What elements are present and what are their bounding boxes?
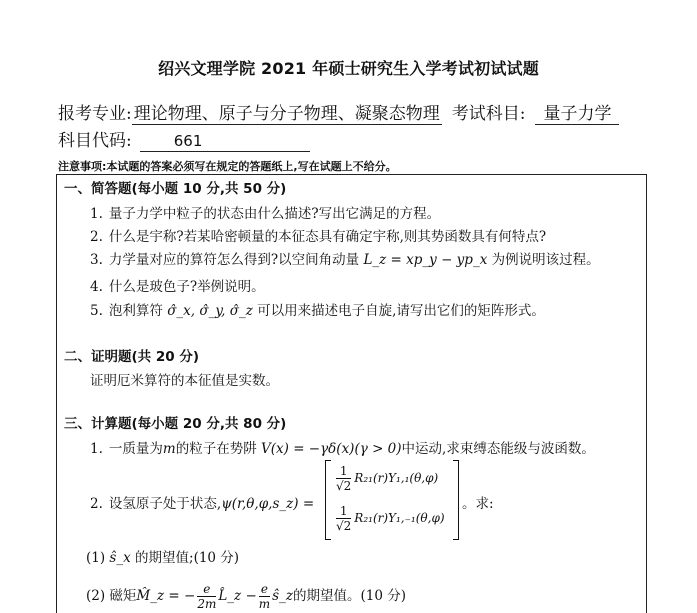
fraction-denominator: 2m <box>197 597 217 611</box>
sub1-number: (1) <box>86 550 106 566</box>
calc-question-2 <box>90 492 314 512</box>
question-5 <box>90 299 545 319</box>
q4-text: 什么是玻色子?举例说明。 <box>108 279 265 295</box>
c1-condition: (γ > 0) <box>354 441 402 457</box>
notice: 注意事项:本试题的答案必须写在规定的答题纸上,写在试题上不给分。 <box>58 160 397 173</box>
state-vector-matrix <box>325 460 459 540</box>
q-number: 1. <box>90 206 103 222</box>
sub-question-2 <box>86 582 406 611</box>
proof-question: 证明厄米算符的本征值是实数。 <box>90 373 279 389</box>
fraction <box>336 504 351 533</box>
q-number: 4. <box>90 279 103 295</box>
fraction-denominator: m <box>258 597 271 611</box>
q1-text: 量子力学中粒子的状态由什么描述?写出它满足的方程。 <box>108 206 441 222</box>
sub2-number: (2) <box>86 588 106 604</box>
c2-text-pre: 设氢原子处于状态, <box>108 496 222 512</box>
c1-text-mid: 的粒子在势阱 <box>175 441 257 457</box>
sub2-text-pre: 磁矩 <box>109 588 137 604</box>
sub2-lz: L̂_z − <box>218 588 257 604</box>
sub1-operator: ŝ_x <box>109 550 131 566</box>
sub-question-1 <box>86 546 239 566</box>
sub2-sz: ŝ_z <box>272 588 293 604</box>
fraction <box>336 464 351 493</box>
exam-title: 绍兴文理学院 2021 年硕士研究生入学考试初试试题 <box>158 59 539 78</box>
code-row <box>58 126 310 152</box>
sub2-text: 的期望值。(10 分) <box>292 588 406 604</box>
major-label: 报考专业: <box>58 104 132 124</box>
q2-text: 什么是宇称?若某哈密顿量的本征态具有确定宇称,则其势函数具有何特点? <box>108 229 547 245</box>
q3-text-post: 为例说明该过程。 <box>491 252 600 268</box>
q-number: 5. <box>90 303 103 319</box>
matrix-entry-1: R₂₁(r)Y₁,₁(θ,φ) <box>354 471 439 485</box>
q5-text-pre: 泡利算符 <box>108 303 163 319</box>
subject-value: 量子力学 <box>535 104 619 125</box>
fraction-numerator: 1 <box>336 504 351 519</box>
q-number: 2. <box>90 229 103 245</box>
fraction-numerator: 1 <box>336 464 351 479</box>
section1-heading: 一、简答题(每小题 10 分,共 50 分) <box>64 181 287 197</box>
calc-question-1 <box>90 437 595 457</box>
question-1 <box>90 202 440 222</box>
matrix-row-1 <box>336 464 438 493</box>
c1-text-pre: 一质量为 <box>108 441 163 457</box>
q3-formula: L_z = xp_y − yp_x <box>363 252 488 268</box>
major-row <box>58 99 619 125</box>
fraction-denominator: √2 <box>336 479 352 493</box>
c1-mass: m <box>162 441 176 457</box>
matrix-row-2 <box>336 504 445 533</box>
fraction-numerator: e <box>197 582 216 597</box>
matrix-entry-2: R₂₁(r)Y₁,₋₁(θ,φ) <box>354 511 445 525</box>
q-number: 1. <box>90 441 103 457</box>
fraction-e-2m <box>197 582 216 611</box>
section3-heading: 三、计算题(每小题 20 分,共 80 分) <box>64 416 287 432</box>
c2-text-post: 。求: <box>462 496 494 512</box>
question-2 <box>90 225 546 245</box>
q5-operators: σ̂_x, σ̂_y, σ̂_z <box>167 303 253 319</box>
major-value: 理论物理、原子与分子物理、凝聚态物理 <box>133 104 440 124</box>
section2-heading: 二、证明题(共 20 分) <box>64 349 200 365</box>
fraction-numerator: e <box>259 582 270 597</box>
fraction-denominator: √2 <box>336 519 352 533</box>
code-value: 661 <box>140 131 310 152</box>
fraction-e-m <box>259 582 270 611</box>
question-3 <box>90 248 600 268</box>
q3-text-pre: 力学量对应的算符怎么得到?以空间角动量 <box>108 252 360 268</box>
code-label: 科目代码: <box>58 131 132 151</box>
q-number: 3. <box>90 252 103 268</box>
sub2-formula: M̂_z = − <box>136 588 196 604</box>
c2-psi: ψ(r,θ,φ,s_z) = <box>221 496 315 512</box>
q5-text-post: 可以用来描述电子自旋,请写出它们的矩阵形式。 <box>257 303 545 319</box>
c1-potential: V(x) = −γδ(x) <box>261 441 355 457</box>
subject-label: 考试科目: <box>451 104 526 124</box>
q-number: 2. <box>90 496 103 512</box>
sub1-text: 的期望值;(10 分) <box>135 550 240 566</box>
question-4 <box>90 275 265 295</box>
c1-text-post: 中运动,求束缚态能级与波函数。 <box>401 441 595 457</box>
